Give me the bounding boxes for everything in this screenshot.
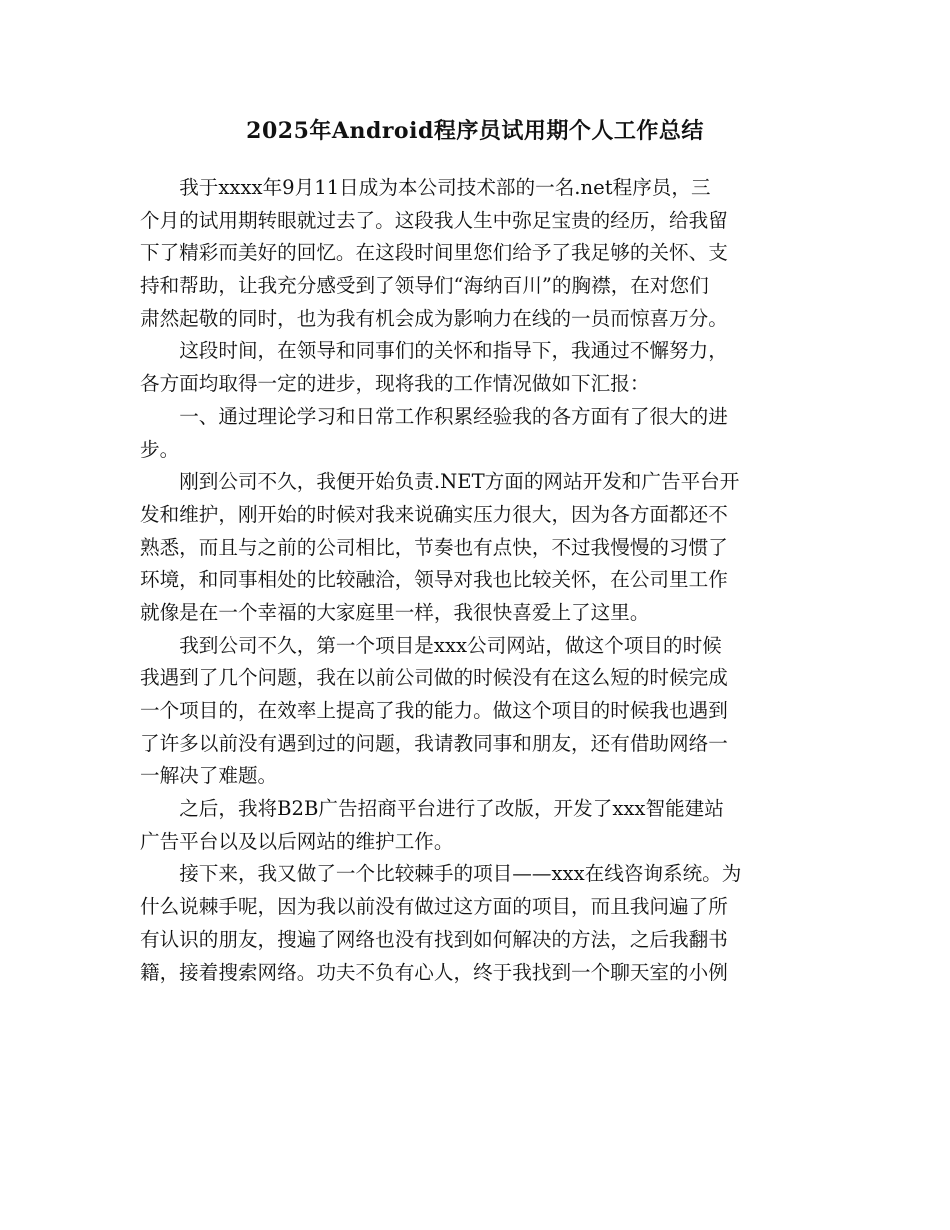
text-line: 籍，接着搜索网络。功夫不负有心人，终于我找到一个聊天室的小例 bbox=[140, 960, 728, 984]
paragraph-consulting-system bbox=[140, 858, 800, 989]
text-line: 广告平台以及以后网站的维护工作。 bbox=[140, 829, 454, 853]
text-line: 了许多以前没有遇到过的问题，我请教同事和朋友，还有借助网络一 bbox=[140, 731, 728, 755]
document-title: 2025年Android程序员试用期个人工作总结 bbox=[246, 118, 704, 144]
text-line: 肃然起敬的同时，也为我有机会成为影响力在线的一员而惊喜万分。 bbox=[140, 306, 728, 330]
text-line: 什么说棘手呢，因为我以前没有做过这方面的项目，而且我问遍了所 bbox=[140, 895, 728, 919]
text-line: 环境，和同事相处的比较融洽，领导对我也比较关怀，在公司里工作 bbox=[140, 568, 728, 592]
paragraph-section-heading bbox=[140, 401, 800, 466]
paragraph-overview bbox=[140, 335, 800, 400]
text-line: 下了精彩而美好的回忆。在这段时间里您们给予了我足够的关怀、支 bbox=[140, 241, 728, 265]
text-line: 这段时间，在领导和同事们的关怀和指导下，我通过不懈努力， bbox=[179, 339, 728, 363]
text-line: 我于xxxx年9月11日成为本公司技术部的一名.net程序员，三 bbox=[179, 176, 711, 199]
text-line: 熟悉，而且与之前的公司相比，节奏也有点快，不过我慢慢的习惯了 bbox=[140, 535, 728, 559]
text-line: 一、通过理论学习和日常工作积累经验我的各方面有了很大的进 bbox=[179, 404, 728, 428]
text-line: 我到公司不久，第一个项目是xxx公司网站，做这个项目的时候 bbox=[179, 633, 722, 657]
paragraph-b2b-redesign bbox=[140, 793, 800, 858]
text-line: 有认识的朋友，搜遍了网络也没有找到如何解决的方法，之后我翻书 bbox=[140, 927, 728, 951]
paragraph-intro bbox=[140, 172, 800, 335]
text-line: 之后，我将B2B广告招商平台进行了改版，开发了xxx智能建站 bbox=[179, 797, 724, 821]
text-line: 刚到公司不久，我便开始负责.NET方面的网站开发和广告平台开 bbox=[179, 470, 740, 494]
text-line: 一个项目的，在效率上提高了我的能力。做这个项目的时候我也遇到 bbox=[140, 699, 728, 722]
paragraph-first-project bbox=[140, 630, 800, 793]
text-line: 各方面均取得一定的进步，现将我的工作情况做如下汇报： bbox=[140, 372, 650, 396]
text-line: 持和帮助，让我充分感受到了领导们“海纳百川”的胸襟，在对您们 bbox=[140, 274, 709, 298]
document-body bbox=[140, 172, 800, 989]
text-line: 接下来，我又做了一个比较棘手的项目——xxx在线咨询系统。为 bbox=[179, 862, 742, 886]
text-line: 一解决了难题。 bbox=[140, 764, 278, 788]
paragraph-arrival bbox=[140, 466, 800, 629]
text-line: 就像是在一个幸福的大家庭里一样，我很快喜爱上了这里。 bbox=[140, 600, 650, 624]
text-line: 我遇到了几个问题，我在以前公司做的时候没有在这么短的时候完成 bbox=[140, 666, 728, 690]
text-line: 个月的试用期转眼就过去了。这段我人生中弥足宝贵的经历，给我留 bbox=[140, 208, 728, 232]
text-line: 发和维护，刚开始的时候对我来说确实压力很大，因为各方面都还不 bbox=[140, 502, 728, 526]
text-line: 步。 bbox=[140, 437, 180, 461]
